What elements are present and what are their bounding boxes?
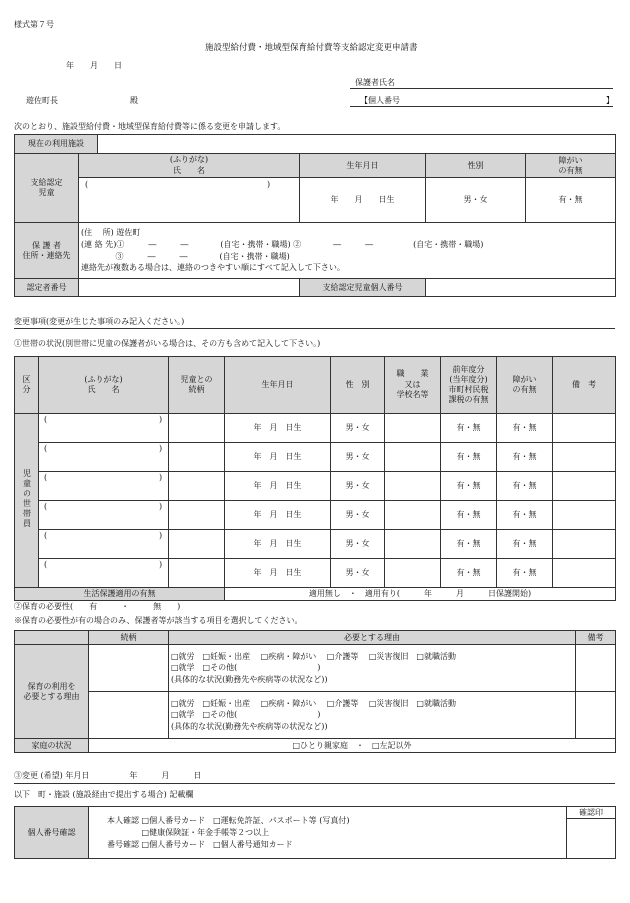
my-number-line [350,106,613,107]
member-tax[interactable]: 有・無 [441,443,497,472]
necessity-relation[interactable] [89,645,169,692]
reason-options-line1: □就労 □妊娠・出産 □疾病・障がい □介護等 □災害復旧 □就職活動 [171,652,456,662]
current-facility-label: 現在の利用施設 [15,135,98,154]
paren-open: ( [85,180,89,189]
paren-open: ( [44,560,48,569]
member-remarks[interactable] [553,472,616,501]
relation-header: 児童との 続柄 [169,357,225,414]
id-check-options-1[interactable]: □個人番号カード □運転免許証、パスポート等 (写真付) [141,815,350,825]
contact-line-1: (連 絡 先)① ― ― (自宅・携帯・職場) ② ― ― (自宅・携帯・職場) [81,239,484,249]
member-disability[interactable]: 有・無 [497,530,553,559]
divider [14,783,615,784]
class-header: 区 分 [15,357,39,414]
necessity-relation[interactable] [89,692,169,739]
member-occupation[interactable] [385,472,441,501]
name-header: (ふりがな) 氏 名 [39,357,169,414]
member-dob[interactable]: 年 月 日生 [225,472,331,501]
member-sex[interactable]: 男・女 [331,559,385,588]
id-check-options-2[interactable]: □健康保険証・年金手帳等２つ以上 [141,827,270,837]
paren-close: ) [159,444,163,453]
number-check-label: 番号確認 [107,839,139,849]
relation-header: 続柄 [89,631,169,645]
paren-open: ( [44,502,48,511]
paren-open: ( [44,531,48,540]
household-side-label: 児童の世帯員 [22,469,32,529]
member-relation[interactable] [169,414,225,443]
occupation-header: 職 業 又は 学校名等 [385,357,441,414]
paren-close: ) [159,531,163,540]
member-dob[interactable]: 年 月 日生 [225,443,331,472]
member-tax[interactable]: 有・無 [441,501,497,530]
paren-close: ) [159,415,163,424]
paren-open: ( [44,444,48,453]
household-heading: ①世帯の状況(別世帯に児童の保護者がいる場合は、その方も含めて記入して下さい。) [14,339,321,348]
member-occupation[interactable] [385,530,441,559]
member-dob[interactable]: 年 月 日生 [225,501,331,530]
child-label: 支給認定 児童 [15,154,79,223]
table-row [15,443,616,472]
guardian-label: 保 護 者 住所・連絡先 [15,223,79,279]
member-occupation[interactable] [385,501,441,530]
member-dob[interactable]: 年 月 日生 [225,559,331,588]
member-relation[interactable] [169,501,225,530]
disability-header: 障がい の有無 [497,357,553,414]
disability-label: 障がい の有無 [526,154,616,178]
sex-header: 性 別 [331,357,385,414]
member-remarks[interactable] [553,530,616,559]
member-occupation[interactable] [385,559,441,588]
member-name-cell[interactable] [39,414,169,443]
id-check-label: 本人確認 [107,815,139,825]
table-row [15,530,616,559]
reason-options-line3: (具体的な状況(勤務先や疾病等の状況など)) [171,721,328,731]
member-relation[interactable] [169,559,225,588]
reason-options[interactable] [169,645,576,692]
guardian-address-cell[interactable] [79,223,616,279]
member-name-cell[interactable] [39,443,169,472]
remarks-header: 備 考 [553,357,616,414]
number-check-options[interactable]: □個人番号カード □個人番号通知カード [141,839,293,849]
child-my-number-label: 支給認定児童個人番号 [300,279,426,297]
welfare-value[interactable]: 適用無し ・ 適用有り( 年 月 日保護開始) [225,588,616,601]
reason-options-line2: □就学 □その他( ) [171,710,321,720]
paren-open: ( [44,415,48,424]
member-disability[interactable]: 有・無 [497,559,553,588]
guardian-name-line [350,88,613,89]
my-number-close: 】 [606,96,614,105]
member-relation[interactable] [169,530,225,559]
contact-line-3: ③ ― ― (自宅・携帯・職場) [81,251,290,261]
dob-header: 生年月日 [225,357,331,414]
member-tax[interactable]: 有・無 [441,530,497,559]
application-date: 年 月 日 [66,61,122,70]
member-dob[interactable]: 年 月 日生 [225,414,331,443]
member-name-cell[interactable] [39,501,169,530]
cert-number-label: 認定者番号 [15,279,79,297]
member-relation[interactable] [169,443,225,472]
necessity-line: ②保育の必要性( 有 ・ 無 ) [14,602,181,611]
child-sex-value[interactable]: 男・女 [426,178,526,223]
furigana-label: (ふりがな) [169,155,209,165]
child-name-cell[interactable] [79,178,300,223]
current-facility-value[interactable] [98,135,616,154]
reason-options[interactable] [169,692,576,739]
member-name-cell[interactable] [39,559,169,588]
change-date: ③変更 (希望) 年月日 年 月 日 [14,771,202,780]
form-number: 様式第７号 [14,20,54,29]
member-remarks[interactable] [553,501,616,530]
child-disability-value[interactable]: 有・無 [526,178,616,223]
my-number-label: 【個人番号 [360,96,400,105]
addressee: 遊佐町長 殿 [26,96,138,105]
dob-label: 生年月日 [300,154,426,178]
paren-open: ( [44,473,48,482]
child-info-table [14,134,616,297]
paren-close: ) [159,473,163,482]
table-row [15,501,616,530]
table-row [15,414,616,443]
reason-header: 必要とする理由 [169,631,576,645]
necessity-remarks[interactable] [576,645,616,692]
reason-options-line3: (具体的な状況(勤務先や疾病等の状況など)) [171,674,328,684]
member-remarks[interactable] [553,559,616,588]
reason-options-line1: □就労 □妊娠・出産 □疾病・障がい □介護等 □災害復旧 □就職活動 [171,699,456,709]
member-sex[interactable]: 男・女 [331,530,385,559]
paren-close: ) [159,502,163,511]
member-occupation[interactable] [385,443,441,472]
necessity-note: ※保育の必要性が有の場合のみ、保護者等が該当する項目を選択してください。 [14,616,303,625]
document-title: 施設型給付費・地域型保育給付費等支給認定変更申請書 [205,43,418,53]
necessity-side-label: 保育の利用を 必要とする理由 [15,645,89,739]
child-dob-value[interactable]: 年 月 日生 [300,178,426,223]
member-remarks[interactable] [553,414,616,443]
stamp-box[interactable] [567,819,616,859]
member-tax[interactable]: 有・無 [441,472,497,501]
reason-options-line2: □就学 □その他( ) [171,663,321,673]
necessity-remarks[interactable] [576,692,616,739]
address-line: (住 所) 遊佐町 [81,228,141,238]
divider [14,328,615,329]
welfare-label: 生活保護適用の有無 [15,588,225,601]
changes-note: 変更事項(変更が生じた事項のみ記入ください。) [14,317,185,326]
contact-note: 連絡先が複数ある場合は、連絡のつきやすい順にすべて記入して下さい。 [81,263,345,273]
remarks-header: 備考 [576,631,616,645]
member-occupation[interactable] [385,414,441,443]
sex-label: 性別 [426,154,526,178]
member-name-cell[interactable] [39,530,169,559]
paren-close: ) [267,180,271,189]
child-my-number-value[interactable] [426,279,616,297]
member-sex[interactable]: 男・女 [331,501,385,530]
member-dob[interactable]: 年 月 日生 [225,530,331,559]
name-label: 氏 名 [173,165,205,175]
member-tax[interactable]: 有・無 [441,559,497,588]
cert-number-value[interactable] [79,279,300,297]
office-heading: 以下 町・施設 (施設経由で提出する場合) 記載欄 [14,790,194,799]
household-table [14,356,616,601]
member-disability[interactable]: 有・無 [497,414,553,443]
member-disability[interactable]: 有・無 [497,472,553,501]
member-sex[interactable]: 男・女 [331,472,385,501]
table-row [15,559,616,588]
family-value[interactable]: □ひとり親家庭 ・ □左記以外 [89,739,616,753]
table-row [15,472,616,501]
family-label: 家庭の状況 [15,739,89,753]
member-tax[interactable]: 有・無 [441,414,497,443]
member-remarks[interactable] [553,443,616,472]
member-disability[interactable]: 有・無 [497,443,553,472]
paren-close: ) [159,560,163,569]
member-disability[interactable]: 有・無 [497,501,553,530]
member-sex[interactable]: 男・女 [331,414,385,443]
tax-header: 前年度分 (当年度分) 市町村民税 課税の有無 [441,357,497,414]
office-table [14,806,616,859]
member-relation[interactable] [169,472,225,501]
stamp-label: 確認印 [567,807,616,819]
member-sex[interactable]: 男・女 [331,443,385,472]
necessity-table [14,630,616,753]
my-number-check-label: 個人番号確認 [15,807,89,859]
intro-text: 次のとおり、施設型給付費・地域型保育給付費等に係る変更を申請します。 [14,122,286,131]
member-name-cell[interactable] [39,472,169,501]
guardian-name-label: 保護者氏名 [355,78,395,87]
